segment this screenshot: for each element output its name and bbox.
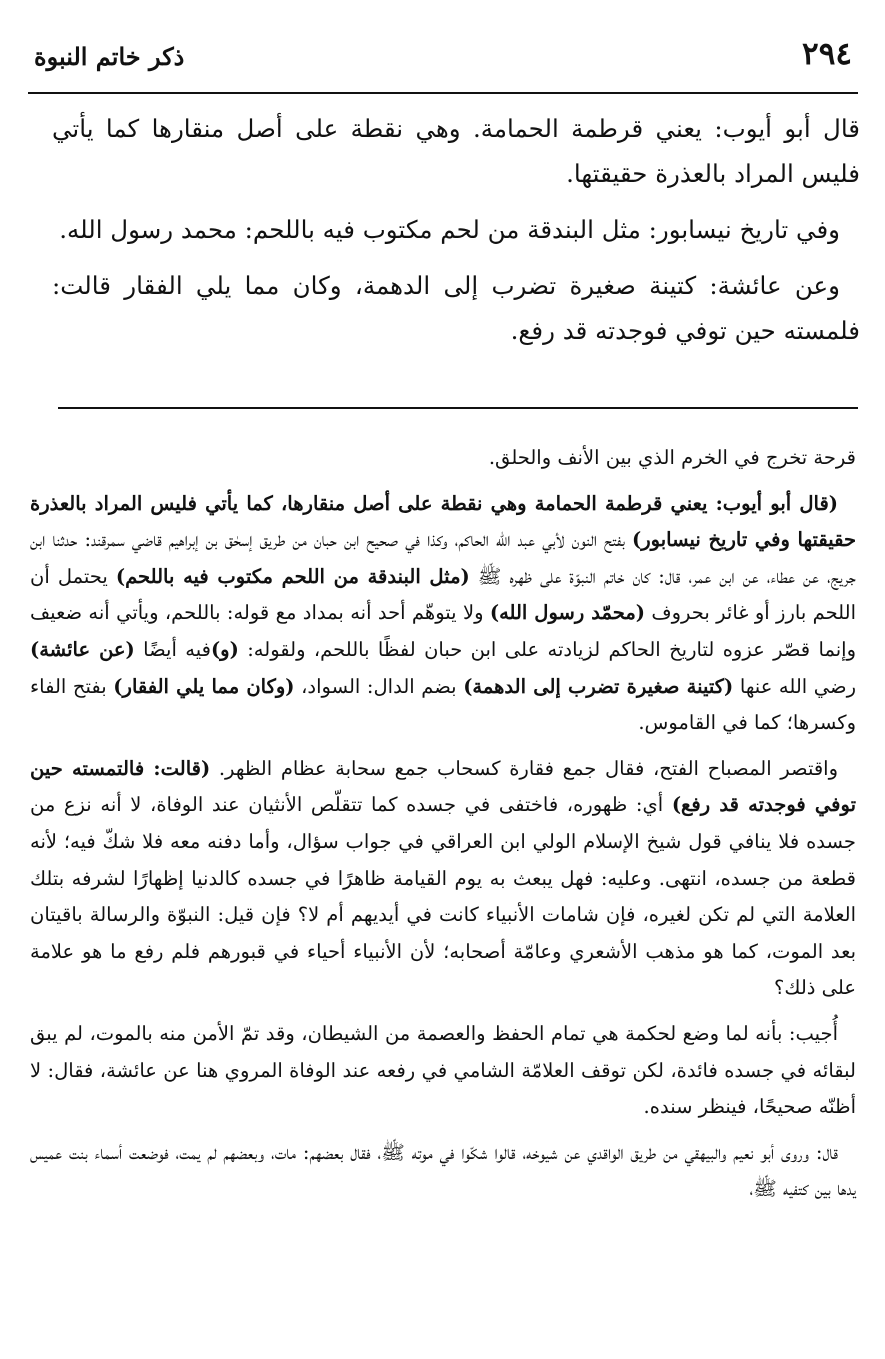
commentary-text-run: ولا يتوهّم أحد أنه بمداد مع قوله: باللحم، ويأتي أنه ضعيف وإنما قصّر عزوه لتاريخ الحاكم لزيادته على ابن حبان لفظًا باللحم، ولقوله: — [30, 601, 856, 661]
quoted-matn: (قالت: فالتمسته حين توفي فوجدته قد رفع) — [30, 756, 856, 817]
commentary-text-run: بفتح الفاء وكسرها؛ كما في القاموس. — [30, 674, 856, 735]
page-number: ٢٩٤ — [802, 36, 852, 72]
running-title: ذكر خاتم النبوة — [34, 42, 185, 71]
page-header — [28, 30, 858, 94]
quoted-matn: (و) — [210, 637, 239, 661]
commentary-paragraph — [30, 486, 856, 742]
commentary-text-run: فيه أيضًا — [134, 637, 211, 661]
commentary-text-run: يحتمل أن اللحم بارز أو غائر بحروف — [30, 564, 856, 625]
quoted-matn: (قال أبو أيوب: يعني قرطمة الحمامة وهي نقطة على أصل منقارها، كما يأتي فليس المراد بالعذرة حقيقتها وفي تاريخ نيسابور) — [30, 491, 856, 552]
commentary-text-run: رضي الله عنها — [733, 674, 857, 698]
commentary-text — [30, 440, 856, 1208]
commentary-text-run: بفتح النون لأبي عبد الله الحاكم، وكذا في صحيح ابن حبان من طريق إسحٰق بن إبراهيم قاضي سمرقند: حدثنا ابن جريج، عن عطاء، عن ابن عمر، قال: كان خاتم النبوّة على ظهره ﷺ — [30, 528, 856, 588]
footnote-separator — [58, 407, 858, 409]
quoted-matn: (محمّد رسول الله) — [489, 601, 646, 625]
main-text — [52, 106, 860, 353]
commentary-paragraph — [30, 751, 856, 1007]
commentary-paragraph: قرحة تخرج في الخرم الذي بين الأنف والحلق. — [488, 446, 856, 469]
quoted-matn: (كتينة صغيرة تضرب إلى الدهمة) — [463, 674, 734, 698]
commentary-text-run: واقتصر المصباح الفتح، فقال جمع فقارة كسحاب جمع سحابة عظام الظهر. — [210, 756, 838, 780]
quoted-matn: (عن عائشة) — [30, 637, 135, 661]
main-paragraph: قال أبو أيوب: يعني قرطمة الحمامة. وهي نقطة على أصل منقارها كما يأتي فليس المراد بالعذرة حقيقتها. — [52, 114, 860, 188]
commentary-paragraph: قال: وروى أبو نعيم والبيهقي من طريق الواقدي عن شيوخه، قالوا شكّوا في موته ﷺ، فقال بعضهم: مات، وبعضهم لم يمت، فوضعت أسماء بنت عميس يدها بين كتفيه ﷺ، — [30, 1140, 856, 1201]
commentary-text-run: أي: ظهوره، فاختفى في جسده كما تتقلّص الأنثيان عند الوفاة، لا أنه نزع من جسده فلا ينافي قول شيخ الإسلام الولي ابن العراقي في جواب سؤال، وأما دفنه معه فلا شكّ فيه؛ لأنه قطعة من جسده، انتهى. وعليه: فهل يبعث به يوم القيامة ظاهرًا في جسده كالدنيا إظهارًا لشرفه بتلك العلامة التي لم تكن لغيره، فإن شامات الأنبياء كانت في أيديهم أم لا؟ فإن قيل: النبوّة والرسالة باقيتان بعد الموت، كما هو مذهب الأشعري وعامّة أصحابه؛ لأن الأنبياء أحياء في قبورهم فلم رفع ما هو علامة على ذلك؟ — [30, 793, 856, 1000]
main-paragraph: وعن عائشة: كتينة صغيرة تضرب إلى الدهمة، وكان مما يلي الفقار قالت: فلمسته حين توفي فوجدته قد رفع. — [52, 271, 860, 345]
quoted-matn: (وكان مما يلي الفقار) — [113, 674, 295, 698]
commentary-text-run: بضم الدال: السواد، — [294, 674, 464, 698]
quoted-matn: (مثل البندقة من اللحم مكتوب فيه باللحم) — [115, 564, 470, 588]
commentary-paragraph: أُجيب: بأنه لما وضع لحكمة هي تمام الحفظ والعصمة من الشيطان، وقد تمّ الأمن منه بالموت، لم يبق لبقائه في جسده فائدة، لكن توقف العلامّة الشامي في رفعه عند الوفاة المروي هنا عن عائشة، فقال: لا أظنّه صحيحًا، فينظر سنده. — [30, 1021, 856, 1119]
main-paragraph: وفي تاريخ نيسابور: مثل البندقة من لحم مكتوب فيه باللحم: محمد رسول الله. — [59, 215, 840, 244]
